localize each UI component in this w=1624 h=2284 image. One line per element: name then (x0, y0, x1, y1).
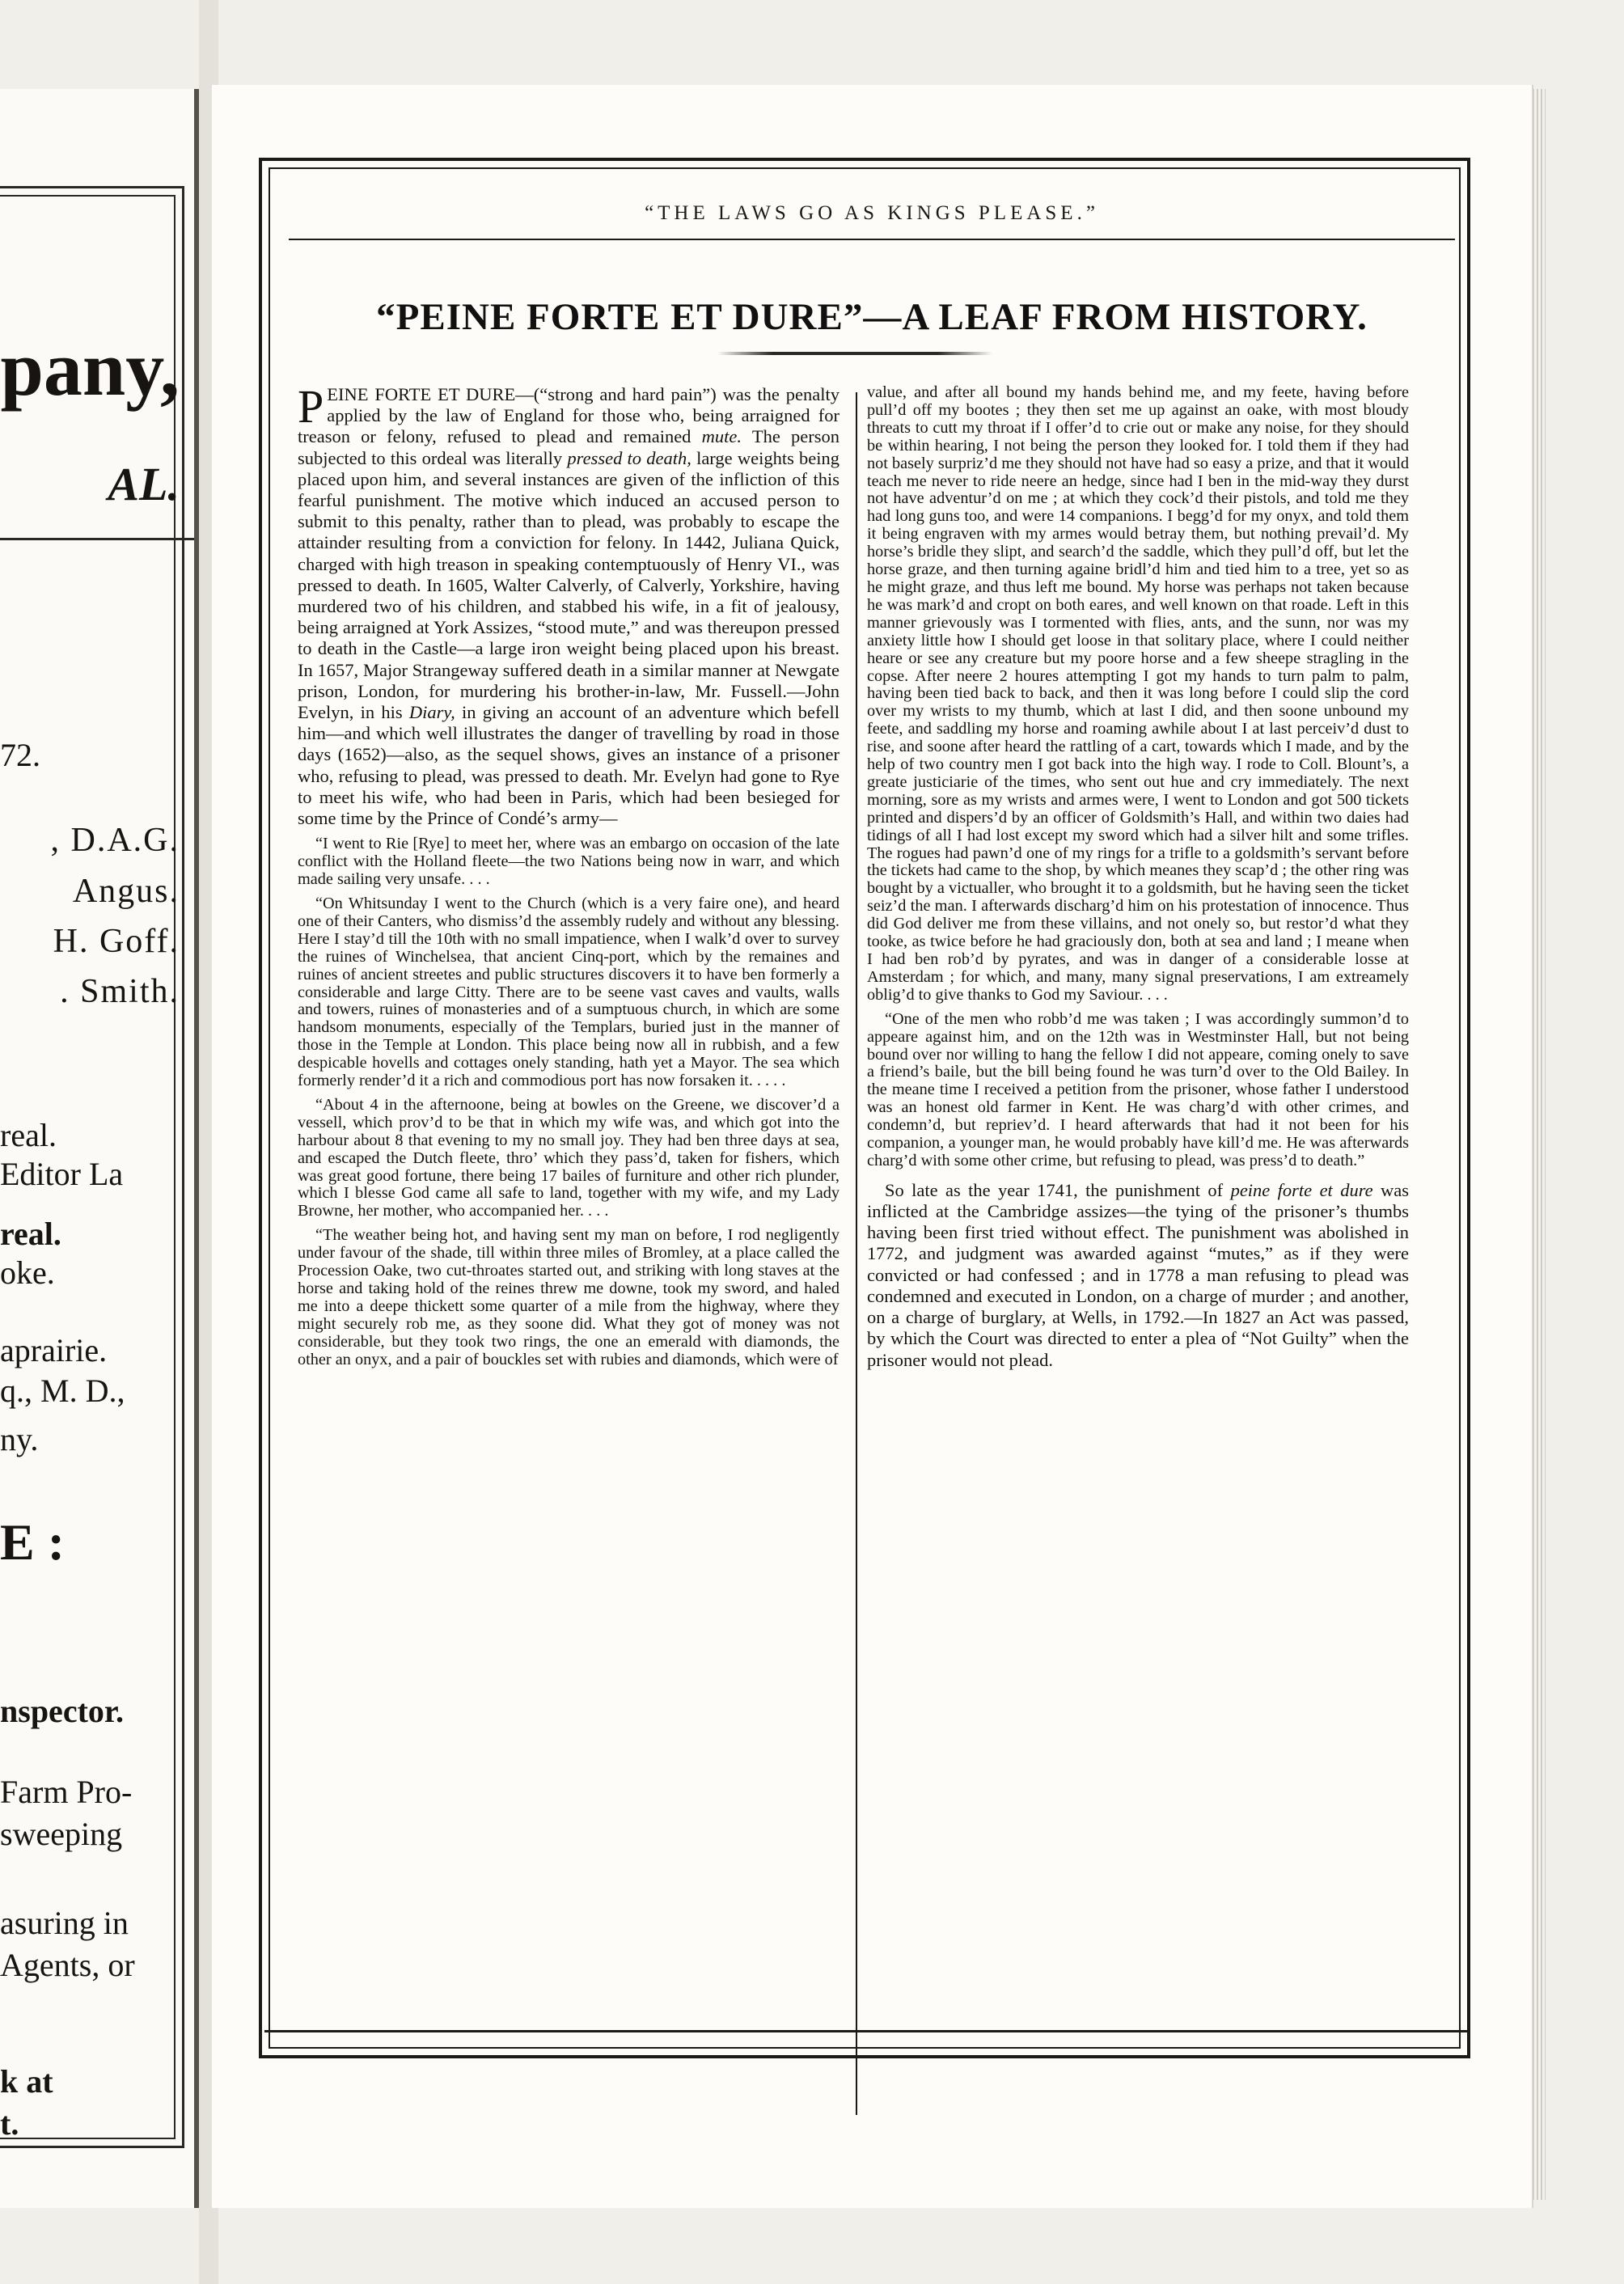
left-fragment: Angus. (72, 873, 180, 910)
left-fragment: t. (0, 2105, 19, 2142)
quote-paragraph-continued: value, and after all bound my hands behind me, and my feete, having before pull’d off my bootes ; they then set me up against an oake, with most bloudy threats to cutt my throat if I offer’d to crie out or make any noise, for they should be within hearing, I not being the person they looked for. I told them if they had not basely surpriz’d me they should not have had so easy a prize, and that it would teach me never to ride neere an hedge, since had I ben in the mid-way they durst not have adventur’d on me ; at which they cock’d their pistols, and told me they had long guns too, and were 14 companions. I begg’d for my onyx, and told them it being engraven with my armes would betray them, but nothing prevail’d. My horse’s bridle they slipt, and search’d the saddle, which they pull’d off, but let the horse graze, and then turning againe bridl’d him and tied him to a tree, yet so as he might graze, and thus left me bound. My horse was perhaps not taken because he was mark’d and cropt on both eares, and well known on that roade. Left in this manner grievously was I tormented with flies, ants, and the sunn, nor was my anxiety little how I should get loose in that solitary place, where I could neither heare or see any creature but my poore horse and a few sheepe stragling in the copse. After neere 2 houres attempting I got my hands to turn palm to palm, having been tied back to back, and then it was long before I could slip the cord over my wrists to my thumb, which at last I did, and then soone unbound my feete, and saddling my horse and roaming awhile about I at last perceiv’d dust to rise, and soone after heard the rattling of a cart, towards which I made, and by the help of two country men I got back into the high way. I rode to Coll. Blount’s, a greate justiciarie of the times, who sent out hue and cry immediately. The next morning, sore as my wrists and armes were, I went to London and got 500 tickets printed and dispers’d by an officer of Goldsmith’s Hall, and within two daies had tidings of all I had lost except my sword which had a silver hilt and some trifles. The rogues had pawn’d one of my rings for a trifle to a goldsmith’s servant before the tickets had came to the shop, by which meanes they scap’d ; the other ring was bought by a victualler, who brought it to a goldsmith, but he having seen the ticket seiz’d the man. I afterwards discharg’d him on his protestation of innocence. Thus did God deliver me from these villains, and not onely so, but restor’d what they tooke, as twice before he had graciously don, both at sea and land ; I meane when I had ben rob’d by pyrates, and was in danger of a considerable losse at Amsterdam ; for which, and many, many signal preservations, I am extreamely oblig’d to give thanks to God my Saviour. . . . (867, 383, 1409, 1004)
bottom-rule (264, 2030, 1469, 2032)
drop-cap: P (298, 380, 324, 433)
left-fragment: AL. (108, 458, 180, 510)
left-fragment: k at (0, 2063, 53, 2100)
closing-paragraph: So late as the year 1741, the punishment of peine forte et dure was inflicted at the Cambridge assizes—the tying of the prisoner’s thumbs having been first tried without effect. The punishment was abolished in 1772, and judgment was awarded against “mutes,” as if they were convicted or had confessed ; and in 1778 a man refusing to plead was condemned and executed in London, on a charge of murder ; and another, on a charge of burglary, at Wells, in 1792.—In 1827 an Act was passed, by which the Court was directed to enter a plea of “Not Guilty” when the prisoner would not plead. (867, 1179, 1409, 1370)
left-fragment: asuring in (0, 1905, 129, 1941)
left-fragment: H. Goff. (53, 923, 180, 960)
article-column-left (298, 380, 840, 1369)
left-rule (0, 538, 194, 540)
intro-paragraph: PEINE FORTE ET DURE—(“strong and hard pain”) was the penalty applied by the law of England for those who, being arraigned for treason or felony, refused to plead and remained mute. The person subjected to this ordeal was literally pressed to death, large weights being placed upon him, and several instances are given of the infliction of this fearful punishment. The motive which induced an accused person to submit to this penalty, rather than to plead, was probably to escape the attainder resulting from a conviction for felony. In 1442, Juliana Quick, charged with high treason in speaking contemptuously of Henry VI., was pressed to death. In 1605, Walter Calverly, of Calverly, Yorkshire, having murdered two of his children, and stabbed his wife, in a fit of jealousy, being arraigned at York Assizes, “stood mute,” and was thereupon pressed to death in the Castle—a large iron weight being placed upon his breast. In 1657, Major Strangeway suffered death in a similar manner at Newgate prison, London, for murdering his brother-in-law, Mr. Fussell.—John Evelyn, in his Diary, in giving an account of an adventure which befell him—and which well illustrates the danger of travelling by road in those days (1652)—also, as the sequel shows, gives an instance of a prisoner who, refusing to plead, was pressed to death. Mr. Evelyn had gone to Rye to meet his wife, who had been in Paris, which had been besieged for some time by the Prince of Condé’s army— (298, 380, 840, 829)
left-fragment: real. (0, 1117, 57, 1153)
left-fragment: Farm Pro- (0, 1774, 133, 1810)
article-title: “PEINE FORTE ET DURE”—A LEAF FROM HISTORY. (376, 296, 1368, 338)
main-page (212, 85, 1532, 2208)
left-fragment: oke. (0, 1254, 55, 1291)
left-fragment: real. (0, 1216, 61, 1252)
quote-paragraph: “The weather being hot, and having sent my man on before, I rod negligently under favour of the shade, till within three miles of Bromley, at a place called the Procession Oake, two cut-throates started out, and striking with long staves at the horse and taking hold of the reines threw me downe, took my sword, and haled me into a deepe thickett some quarter of a mile from the highway, where they might securely rob me, as they soone did. What they got of money was not considerable, but they took two rings, the one an emerald with diamonds, the other an onyx, and a pair of bouckles set with rubies and diamonds, which were of (298, 1226, 839, 1368)
left-fragment: , D.A.G. (50, 822, 180, 859)
left-fragment: ny. (0, 1421, 39, 1457)
article-column-right (867, 384, 1409, 1371)
left-page (0, 89, 199, 2208)
left-fragment: aprairie. (0, 1332, 108, 1368)
left-fragment: E : (0, 1513, 65, 1571)
left-fragment: Editor La (0, 1156, 124, 1192)
left-fragment: 72. (0, 737, 40, 773)
quote-paragraph: “I went to Rie [Rye] to meet her, where was an embargo on occasion of the late conflict with the Holland fleete—the two Nations being now in warr, and which made sailing very unsafe. . . . (298, 835, 839, 889)
left-fragment: Agents, or (0, 1947, 135, 1983)
left-fragment: . Smith. (60, 973, 180, 1010)
quote-paragraph: “On Whitsunday I went to the Church (which is a very faire one), and heard one of their Canters, who dismiss’d the assembly rudely and without any blessing. Here I stay’d till the 10th with no small impatience, when I walk’d over to survey the ruines of Winchelsea, that ancient Cinq-port, which by the remaines and ruines of ancient streetes and public structures discovers it to have ben formerly a considerable and large Citty. There are to be seene vast caves and vaults, walls and towers, ruines of monasteries and of a sumptuous church, in which are some handsom monuments, especially of the Templars, buried just in the manner of those in the Temple at London. This place being now all in rubbish, and a few despicable hovells and cottages onely standing, hath yet a Mayor. The sea which formerly render’d it a rich and commodious port has now forsaken it. . . . . (298, 894, 839, 1090)
quote-paragraph: “About 4 in the afternoone, being at bowles on the Greene, we discover’d a vessell, which prov’d to be that in which my wife was, and which got into the harbour about 8 that evening to my no small joy. They had ben three days at sea, and escaped the Dutch fleete, thro’ which they pass’d, taken for fishers, which was great good fortune, there being 17 bailes of furniture and other rich plunder, which I blesse God came all safe to land, together with my wife, and my Lady Browne, her mother, who accompanied her. . . . (298, 1095, 839, 1220)
left-fragment: pany, (0, 325, 180, 412)
left-fragment: sweeping (0, 1816, 123, 1852)
left-fragment: q., M. D., (0, 1373, 125, 1409)
title-ornament (717, 352, 992, 355)
running-head: “THE LAWS GO AS KINGS PLEASE.” (645, 202, 1099, 224)
head-rule (289, 239, 1455, 240)
quote-paragraph: “One of the men who robb’d me was taken ; I was accordingly summon’d to appeare against him, and on the 12th was in Westminster Hall, but not being bound over nor willing to hang the fellow I did not appeare, coming onely to save a friend’s baile, but the bill being found he was turn’d over to the Old Bailey. In the meane time I received a petition from the prisoner, whose father I understood was an honest old farmer in Kent. He was charg’d with other crimes, and condemn’d, but repriev’d. I heard afterwards that had it not been for his companion, a younger man, he would probably have kill’d me. He was afterwards charg’d with some other crime, but refusing to plead, was press’d to death.” (867, 1009, 1409, 1169)
column-rule (856, 392, 857, 2115)
left-fragment: nspector. (0, 1693, 124, 1729)
